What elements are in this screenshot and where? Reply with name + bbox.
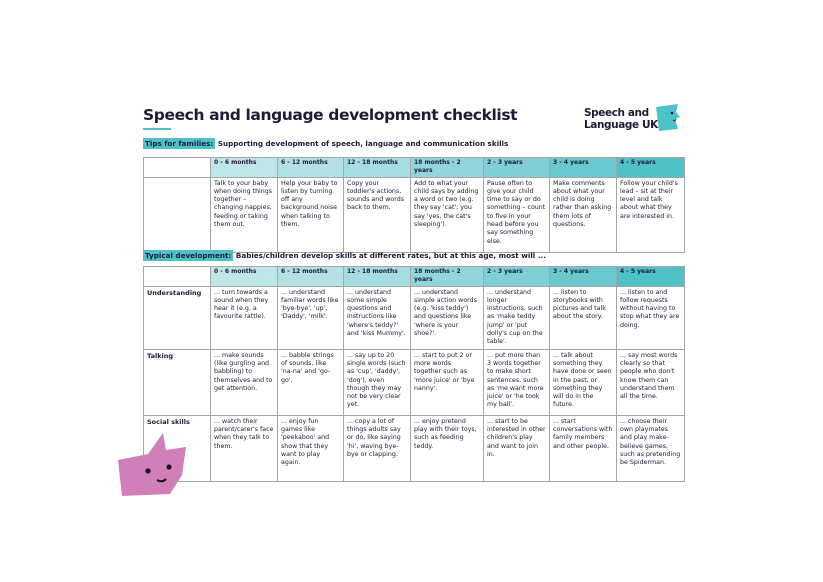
table-cell: Follow your child's lead – sit at their level and talk about what they are interested in. — [617, 177, 685, 252]
table-cell: Talk to your baby when doing things together – changing nappies, feeding or taking them out. — [211, 177, 278, 252]
table-row — [144, 286, 685, 349]
age-band-header: 4 - 5 years — [617, 158, 685, 178]
table-cell: ... turn towards a sound when they hear it (e.g. a favourite rattle). — [211, 286, 278, 349]
table-cell: ... listen to storybooks with pictures and talk about the story. — [550, 286, 617, 349]
typical-tag: Typical development: — [145, 251, 232, 260]
age-band-header: 6 - 12 months — [278, 267, 344, 287]
blank-header-cell — [144, 267, 211, 287]
tips-heading — [143, 139, 508, 148]
table-cell: ... start to put 2 or more words together such as 'more juice' or 'bye nanny'. — [411, 349, 484, 415]
typical-heading — [143, 251, 546, 260]
row-label: Social skills — [144, 415, 211, 481]
table-row — [144, 177, 685, 252]
blank-header-cell — [144, 158, 211, 178]
row-label: Talking — [144, 349, 211, 415]
page-title: Speech and language development checklist — [143, 106, 518, 124]
age-band-header: 18 months - 2 years — [411, 267, 484, 287]
table-cell: ... listen to and follow requests without having to stop what they are doing. — [617, 286, 685, 349]
age-band-header: 0 - 6 months — [211, 158, 278, 178]
table-cell: ... start to be interested in other children's play and want to join in. — [484, 415, 550, 481]
table-cell: ... start conversations with family members and other people. — [550, 415, 617, 481]
table-cell: Help your baby to listen by turning off any background noise when talking to them. — [278, 177, 344, 252]
title-underline — [143, 128, 171, 130]
logo-line-1: Speech and — [584, 107, 649, 119]
age-band-header: 2 - 3 years — [484, 267, 550, 287]
age-band-header: 12 - 18 months — [344, 158, 411, 178]
header-row — [144, 158, 685, 178]
table-cell: Copy your toddler's actions, sounds and words back to them. — [344, 177, 411, 252]
age-band-header: 12 - 18 months — [344, 267, 411, 287]
table-cell: Add to what your child says by adding a word or two (e.g. they say 'cat'; you say 'yes, the cat's sleeping'). — [411, 177, 484, 252]
table-cell: ... put more than 3 words together to make short sentences, such as 'me want more juice' or 'he took my ball'. — [484, 349, 550, 415]
table-cell: ... enjoy fun games like 'peekaboo' and show that they want to play again. — [278, 415, 344, 481]
row-label: Understanding — [144, 286, 211, 349]
logo — [584, 107, 658, 131]
tips-text: Supporting development of speech, language and communication skills — [217, 139, 509, 148]
table-cell: Pause often to give your child time to say or do something – count to five in your head before you say something else. — [484, 177, 550, 252]
age-band-header: 3 - 4 years — [550, 267, 617, 287]
table-cell: ... say up to 20 single words (such as 'cup', 'daddy', 'dog'), even though they may not be very clear yet. — [344, 349, 411, 415]
typical-text: Babies/children develop skills at different rates, but at this age, most will ... — [235, 251, 546, 260]
age-band-header: 6 - 12 months — [278, 158, 344, 178]
age-band-header: 0 - 6 months — [211, 267, 278, 287]
table-cell: Make comments about what your child is doing rather than asking them lots of questions. — [550, 177, 617, 252]
table-row — [144, 415, 685, 481]
logo-line-2: Language UK — [584, 119, 658, 131]
tips-tag: Tips for families: — [145, 139, 214, 148]
table-cell: ... understand longer instructions, such as 'make teddy jump' or 'put dolly's cup on the table'. — [484, 286, 550, 349]
pink-character-illustration — [118, 430, 210, 500]
table-cell: ... talk about something they have done or seen in the past, or something they will do in the future. — [550, 349, 617, 415]
header-row — [144, 267, 685, 287]
table-cell: ... watch their parent/carer's face when they talk to them. — [211, 415, 278, 481]
age-band-header: 18 months - 2 years — [411, 158, 484, 178]
table-cell: ... make sounds (like gurgling and babbling) to themselves and to get attention. — [211, 349, 278, 415]
table-cell: ... say most words clearly so that people who don't know them can understand them all the time. — [617, 349, 685, 415]
table-cell: ... understand some simple questions and instructions like 'where's teddy?' and 'kiss Mummy'. — [344, 286, 411, 349]
age-band-header: 3 - 4 years — [550, 158, 617, 178]
age-band-header: 2 - 3 years — [484, 158, 550, 178]
tips-table — [143, 157, 685, 253]
row-label — [144, 177, 211, 252]
logo-face-icon — [654, 103, 684, 133]
table-cell: ... understand familiar words like 'bye-bye', 'up', 'Daddy', 'milk'. — [278, 286, 344, 349]
table-cell: ... enjoy pretend play with their toys, such as feeding teddy. — [411, 415, 484, 481]
table-cell: ... babble strings of sounds, like 'na-na' and 'go-go'. — [278, 349, 344, 415]
table-cell: ... choose their own playmates and play make-believe games, such as pretending be Spiderman. — [617, 415, 685, 481]
table-cell: ... copy a lot of things adults say or do, like saying 'hi', waving bye-bye or clapping. — [344, 415, 411, 481]
table-row — [144, 349, 685, 415]
development-table — [143, 266, 685, 482]
age-band-header: 4 - 5 years — [617, 267, 685, 287]
table-cell: ... understand simple action words (e.g. 'kiss teddy') and questions like 'where is your shoe?'. — [411, 286, 484, 349]
